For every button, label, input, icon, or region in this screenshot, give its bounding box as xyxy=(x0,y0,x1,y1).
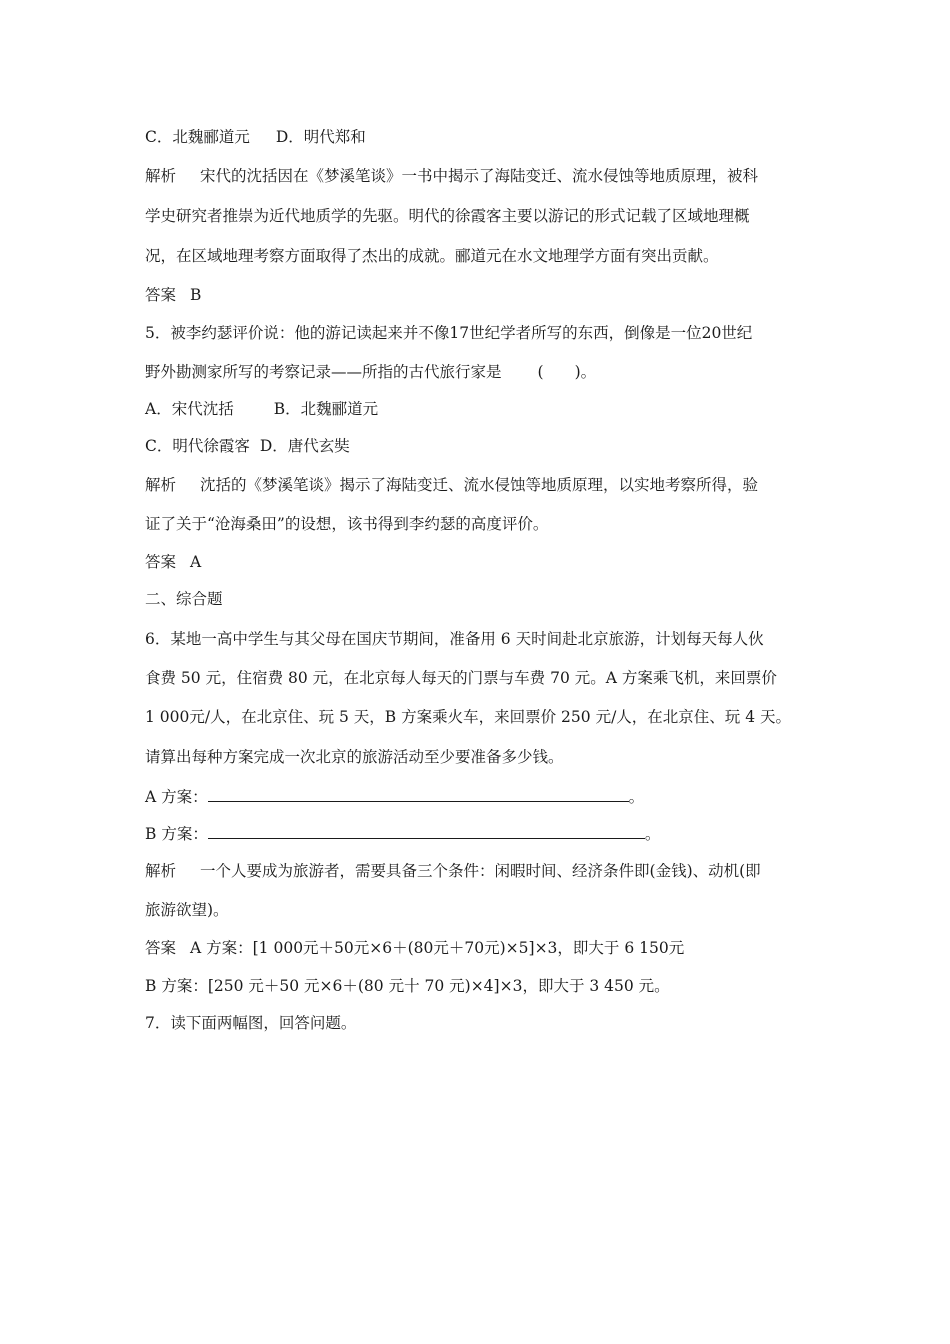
q5-options-cd xyxy=(145,436,815,456)
q4-option-d: D．明代郑和 xyxy=(275,128,366,146)
q5-stem-text: 野外勘测家所写的考察记录——所指的古代旅行家是 xyxy=(145,363,502,381)
analysis-text: 宋代的沈括因在《梦溪笔谈》一书中揭示了海陆变迁、流水侵蚀等地质原理，被科 xyxy=(200,167,759,185)
q4-analysis-line1 xyxy=(145,166,815,186)
section-title: 二、综合题 xyxy=(145,590,223,608)
plan-a-blank[interactable] xyxy=(208,786,629,802)
q6-plan-b-row xyxy=(145,823,815,844)
q4-analysis-line3: 况，在区域地理考察方面取得了杰出的成就。郦道元在水文地理学方面有突出贡献。 xyxy=(145,247,719,265)
analysis-label: 解析 xyxy=(145,167,177,185)
q4-answer xyxy=(145,285,815,305)
q5-stem-line1: 5．被李约瑟评价说：他的游记读起来并不像17世纪学者所写的东西，倒像是一位20世纪 xyxy=(145,324,753,342)
answer-value: B xyxy=(190,286,202,304)
q6-stem-line4: 请算出每种方案完成一次北京的旅游活动至少要准备多少钱。 xyxy=(145,748,564,766)
analysis-text: 一个人要成为旅游者，需要具备三个条件：闲暇时间、经济条件即(金钱)、动机(即 xyxy=(200,862,761,880)
q6-stem-line1: 6．某地一高中学生与其父母在国庆节期间，准备用 6 天时间赴北京旅游，计划每天每人伙 xyxy=(145,630,764,648)
answer-label: 答案 xyxy=(145,553,177,571)
answer-value: A xyxy=(190,553,202,571)
answer-paren: ( )。 xyxy=(537,363,597,381)
q5-stem-line2 xyxy=(145,362,815,382)
q7-stem: 7．读下面两幅图，回答问题。 xyxy=(145,1014,357,1032)
analysis-label: 解析 xyxy=(145,476,177,494)
q6-stem-line2: 食费 50 元，住宿费 80 元，在北京每人每天的门票与车费 70 元。A 方案乘飞机，来回票价 xyxy=(145,669,777,687)
q5-answer xyxy=(145,552,815,572)
answer-text: A 方案：[1 000元＋50元×6＋(80元＋70元)×5]×3，即大于 6 150元 xyxy=(190,939,685,957)
q6-plan-a-row xyxy=(145,786,815,807)
q6-answer-line1 xyxy=(145,938,815,958)
q5-options-ab xyxy=(145,399,815,419)
plan-a-label: A 方案： xyxy=(145,788,208,806)
q6-analysis-line2: 旅游欲望)。 xyxy=(145,901,229,919)
analysis-text: 沈括的《梦溪笔谈》揭示了海陆变迁、流水侵蚀等地质原理，以实地考察所得，验 xyxy=(200,476,759,494)
q5-analysis-line2: 证了关于“沧海桑田”的设想，该书得到李约瑟的高度评价。 xyxy=(145,515,549,533)
q6-analysis-line1 xyxy=(145,861,815,881)
q4-option-c: C．北魏郦道元 xyxy=(145,128,250,146)
q5-option-d: D．唐代玄奘 xyxy=(259,437,350,455)
q6-stem-line3: 1 000元/人，在北京住、玩 5 天，B 方案乘火车，来回票价 250 元/人，在北京住、玩 4 天。 xyxy=(145,708,792,726)
answer-label: 答案 xyxy=(145,939,177,957)
q4-analysis-line2: 学史研究者推崇为近代地质学的先驱。明代的徐霞客主要以游记的形式记载了区域地理概 xyxy=(145,207,750,225)
q5-option-c: C．明代徐霞客 xyxy=(145,437,250,455)
end-mark: 。 xyxy=(628,788,645,806)
answer-label: 答案 xyxy=(145,286,177,304)
q5-analysis-line1 xyxy=(145,475,815,495)
end-mark: 。 xyxy=(644,825,661,843)
q6-answer-line2: B 方案：[250 元＋50 元×6＋(80 元十 70 元)×4]×3，即大于 3 450 元。 xyxy=(145,977,670,995)
plan-b-blank[interactable] xyxy=(208,823,645,839)
q5-option-b: B．北魏郦道元 xyxy=(273,400,379,418)
analysis-label: 解析 xyxy=(145,862,177,880)
q4-options-cd xyxy=(145,127,815,147)
q5-option-a: A．宋代沈括 xyxy=(145,400,234,418)
plan-b-label: B 方案： xyxy=(145,825,208,843)
